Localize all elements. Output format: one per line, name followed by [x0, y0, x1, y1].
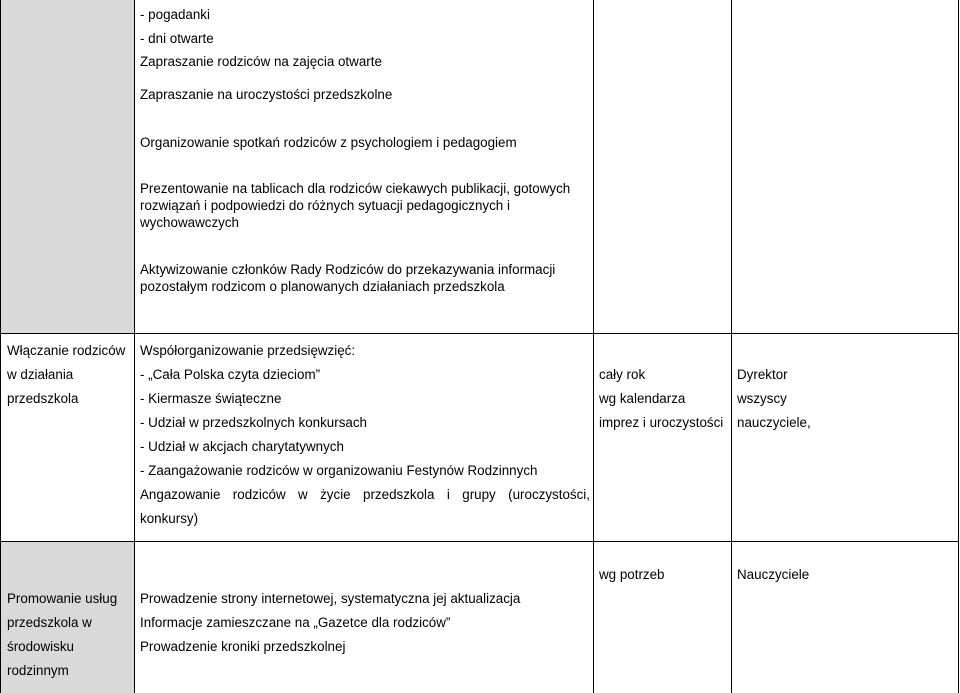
table-border-left	[0, 0, 1, 693]
activity-cell-1-shade	[1, 0, 134, 333]
row1-form-line: pozostałym rodzicom o planowanych działaniach przedszkola	[140, 279, 505, 294]
column-divider-2	[593, 0, 594, 693]
row2-term-line: wg kalendarza	[599, 391, 686, 406]
row2-activity-line: przedszkola	[7, 391, 79, 406]
row2-responsible-line: wszyscy	[737, 391, 787, 406]
row3-form-line: Prowadzenie kroniki przedszkolnej	[140, 639, 346, 654]
row3-activity-line: Promowanie usług	[7, 591, 118, 606]
row3-activity-line: rodzinnym	[7, 663, 69, 678]
row1-form-line: Prezentowanie na tablicach dla rodziców ciekawych publikacji, gotowych	[140, 181, 571, 196]
row2-form-line: - Udział w przedszkolnych konkursach	[140, 415, 367, 430]
row2-form-line: - Udział w akcjach charytatywnych	[140, 439, 344, 454]
row3-term-line: wg potrzeb	[599, 567, 665, 582]
row2-form-line-justified: Angazowanie rodziców w życie przedszkola i grupy (uroczystości,	[140, 487, 590, 502]
row2-form-line: - „Cała Polska czyta dzieciom”	[140, 367, 321, 382]
row2-term-line: cały rok	[599, 367, 646, 382]
row3-form-line: Informacje zamieszczane na „Gazetce dla rodziców”	[140, 615, 451, 630]
row2-term-line: imprez i uroczystości	[599, 415, 724, 430]
row2-form-line: - Zaangażowanie rodziców w organizowaniu Festynów Rodzinnych	[140, 463, 538, 478]
row1-form-line: Organizowanie spotkań rodziców z psychologiem i pedagogiem	[140, 135, 517, 150]
row1-form-line: Zapraszanie na uroczystości przedszkolne	[140, 87, 393, 102]
row1-form-line: - dni otwarte	[140, 31, 214, 46]
row3-activity-line: przedszkola w	[7, 615, 92, 630]
row1-form-line: wychowawczych	[140, 215, 239, 230]
row1-form-line: Aktywizowanie członków Rady Rodziców do przekazywania informacji	[140, 262, 556, 277]
column-divider-3	[731, 0, 732, 693]
row2-responsible-line: nauczyciele,	[737, 415, 811, 430]
row2-form-line: Współorganizowanie przedsięwzięć:	[140, 343, 356, 358]
row2-activity-line: Włączanie rodziców	[7, 343, 126, 358]
row3-activity-line: środowisku	[7, 639, 74, 654]
row2-form-line: konkursy)	[140, 511, 199, 526]
row2-responsible-line: Dyrektor	[737, 367, 788, 382]
column-divider-1	[134, 0, 135, 693]
row-divider-2	[0, 541, 959, 542]
row2-form-line: - Kiermasze świąteczne	[140, 391, 282, 406]
table-border-right	[958, 0, 959, 693]
row-divider-1	[0, 333, 959, 334]
row1-form-line: Zapraszanie rodziców na zajęcia otwarte	[140, 54, 382, 69]
row3-responsible-line: Nauczyciele	[737, 567, 810, 582]
row3-form-line: Prowadzenie strony internetowej, systematyczna jej aktualizacja	[140, 591, 521, 606]
row1-form-line: rozwiązań i podpowiedzi do różnych sytuacji pedagogicznych i	[140, 198, 510, 213]
row2-activity-line: w działania	[7, 367, 74, 382]
row1-form-line: - pogadanki	[140, 7, 210, 22]
